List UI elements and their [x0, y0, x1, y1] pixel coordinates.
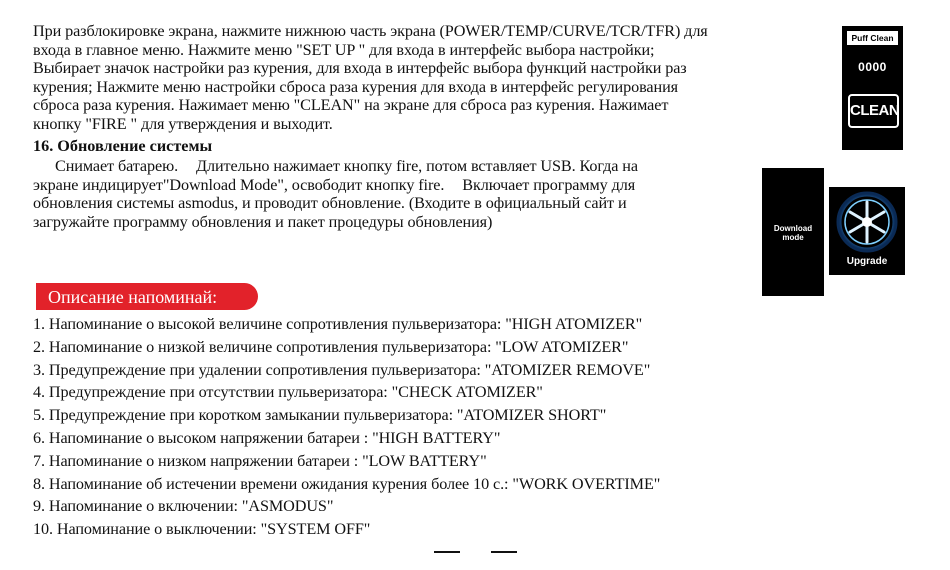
list-item: 9. Напоминание о включении: "ASMODUS"	[33, 497, 334, 516]
list-item: 6. Напоминание о высоком напряжении батареи : "HIGH BATTERY"	[33, 428, 501, 447]
list-item: 10. Напоминание о выключении: "SYSTEM OFF"	[33, 520, 371, 539]
upgrade-label: Upgrade	[846, 256, 888, 267]
list-item: 2. Напоминание о низкой величине сопротивления пульверизатора: "LOW ATOMIZER"	[33, 337, 629, 356]
section-line: загружайте программу обновления и пакет процедуры обновления)	[33, 212, 493, 231]
intro-line: курения; Нажмите меню настройки сброса раза курения для входа в интерфейс регулирования	[33, 77, 678, 96]
download-mode-screen	[762, 168, 824, 296]
download-mode-label	[762, 224, 824, 242]
page-mark-left	[434, 551, 460, 553]
section-title: 16. Обновление системы	[33, 137, 213, 155]
list-item: 7. Напоминание о низком напряжении батареи : "LOW BATTERY"	[33, 451, 487, 470]
section-line	[33, 157, 768, 176]
mode-line: mode	[782, 233, 804, 242]
upgrade-screen	[829, 187, 905, 275]
clean-button: CLEAN	[848, 94, 899, 128]
reminders-banner: Описание напоминай:	[36, 283, 258, 310]
section-body	[33, 157, 768, 231]
intro-line: кнопку "FIRE " для утверждения и выходит.	[33, 114, 333, 133]
intro-line: Выбирает значок настройки раз курения, для входа в интерфейс выбора функций настройки раз	[33, 59, 687, 77]
list-item: 5. Предупреждение при коротком замыкании пульверизатора: "ATOMIZER SHORT"	[33, 406, 607, 425]
reminders-list	[33, 313, 660, 541]
intro-line: При разблокировке экрана, нажмите нижнюю часть экрана (POWER/TEMP/CURVE/TCR/TFR) для	[33, 22, 708, 40]
puff-clean-header: Puff Clean	[847, 31, 898, 45]
section-line: обновления системы asmodus, и проводит обновление. (Входите в официальный сайт и	[33, 194, 627, 212]
list-item: 4. Предупреждение при отсутствии пульверизатора: "CHECK ATOMIZER"	[33, 383, 543, 402]
puff-clean-screen	[842, 26, 903, 150]
section-text: Снимает батарею.	[55, 157, 179, 175]
section-text: Включает программу для	[462, 175, 636, 194]
intro-line: входа в главное меню. Нажмите меню "SET UP " для входа в интерфейс выбора настройки;	[33, 40, 655, 59]
list-item: 1. Напоминание о высокой величине сопротивления пульверизатора: "HIGH ATOMIZER"	[33, 315, 643, 333]
list-item: 3. Предупреждение при удалении сопротивления пульверизатора: "ATOMIZER REMOVE"	[33, 360, 651, 379]
asmodus-logo-icon	[835, 191, 899, 253]
section-line	[33, 176, 768, 195]
intro-paragraph	[33, 22, 833, 133]
download-line: Download	[773, 224, 813, 233]
section-text: Длительно нажимает кнопку fire, потом вставляет USB. Когда на	[196, 157, 638, 175]
puff-count: 0000	[858, 60, 887, 74]
page-mark-right	[491, 551, 517, 553]
list-item: 8. Напоминание об истечении времени ожидания курения более 10 с.: "WORK OVERTIME"	[33, 474, 661, 493]
section-text: экране индицирует"Download Mode", освободит кнопку fire.	[33, 175, 445, 194]
intro-line: сброса раза курения. Нажимает меню "CLEAN" на экране для сброса раз курения. Нажимает	[33, 96, 669, 114]
